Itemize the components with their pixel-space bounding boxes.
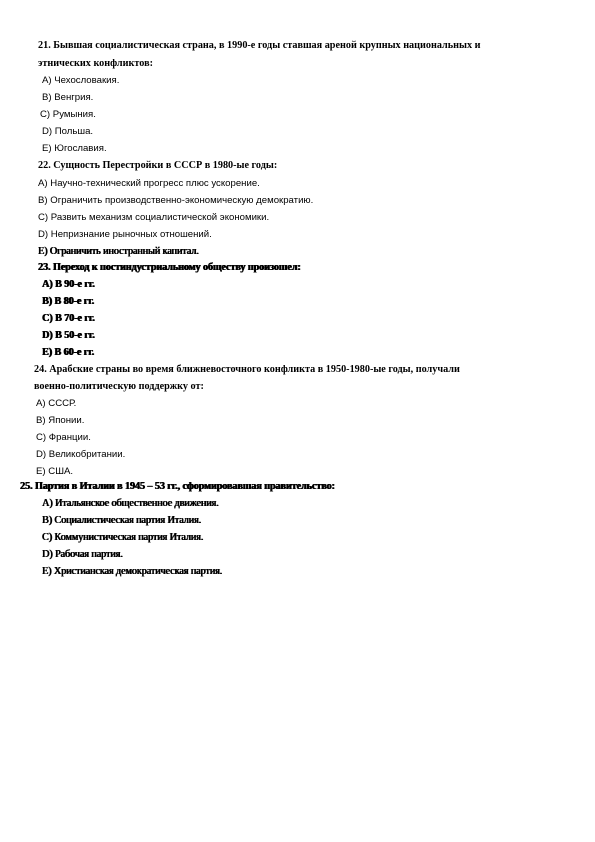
q21-option-e: E) Югославия. <box>42 143 107 154</box>
question-24-line2: военно-политическую поддержку от: <box>34 381 204 392</box>
q22-option-d: D) Непризнание рыночных отношений. <box>38 229 212 240</box>
q21-option-b: B) Венгрия. <box>42 92 94 103</box>
q23-option-a: A) В 90-е гг. <box>42 279 95 290</box>
q23-option-b: B) В 80-е гг. <box>42 296 95 307</box>
q25-option-d: D) Рабочая партия. <box>42 549 123 560</box>
q21-option-a: A) Чехословакия. <box>42 75 120 86</box>
q24-option-e: E) США. <box>36 466 74 477</box>
q23-option-e: E) В 60-е гг. <box>42 347 95 358</box>
q25-option-c: C) Коммунистическая партия Италия. <box>42 532 204 543</box>
q24-option-c: C) Франции. <box>36 432 91 443</box>
q25-option-a: A) Итальянское общественное движения. <box>42 498 219 509</box>
q22-option-b: B) Ограничить производственно-экономическую демократию. <box>38 195 314 206</box>
question-24-line1: 24. Арабские страны во время ближневосточного конфликта в 1950-1980-ые годы, получали <box>34 364 460 375</box>
question-25: 25. Партия в Италии в 1945 – 53 гг., сформировавшая правительство: <box>20 481 335 492</box>
q25-option-b: B) Социалистическая партия Италия. <box>42 515 202 526</box>
question-21-line1: 21. Бывшая социалистическая страна, в 1990-е годы ставшая ареной крупных национальных и <box>38 40 481 51</box>
q24-option-b: B) Японии. <box>36 415 85 426</box>
q22-option-a: A) Научно-технический прогресс плюс ускорение. <box>38 178 260 189</box>
q21-option-c: C) Румыния. <box>40 109 96 120</box>
q23-option-c: C) В 70-е гг. <box>42 313 95 324</box>
question-23: 23. Переход к постиндустриальному обществу произошел: <box>38 262 301 273</box>
question-22: 22. Сущность Перестройки в СССР в 1980-ые годы: <box>38 160 278 171</box>
q25-option-e: E) Христианская демократическая партия. <box>42 566 223 577</box>
q24-option-d: D) Великобритании. <box>36 449 126 460</box>
q22-option-c: C) Развить механизм социалистической экономики. <box>38 212 270 223</box>
q24-option-a: A) СССР. <box>36 398 77 409</box>
question-21-line2: этнических конфликтов: <box>38 58 153 69</box>
q23-option-d: D) В 50-е гг. <box>42 330 95 341</box>
q22-option-e: E) Ограничить иностранный капитал. <box>38 246 199 257</box>
q21-option-d: D) Польша. <box>42 126 94 137</box>
